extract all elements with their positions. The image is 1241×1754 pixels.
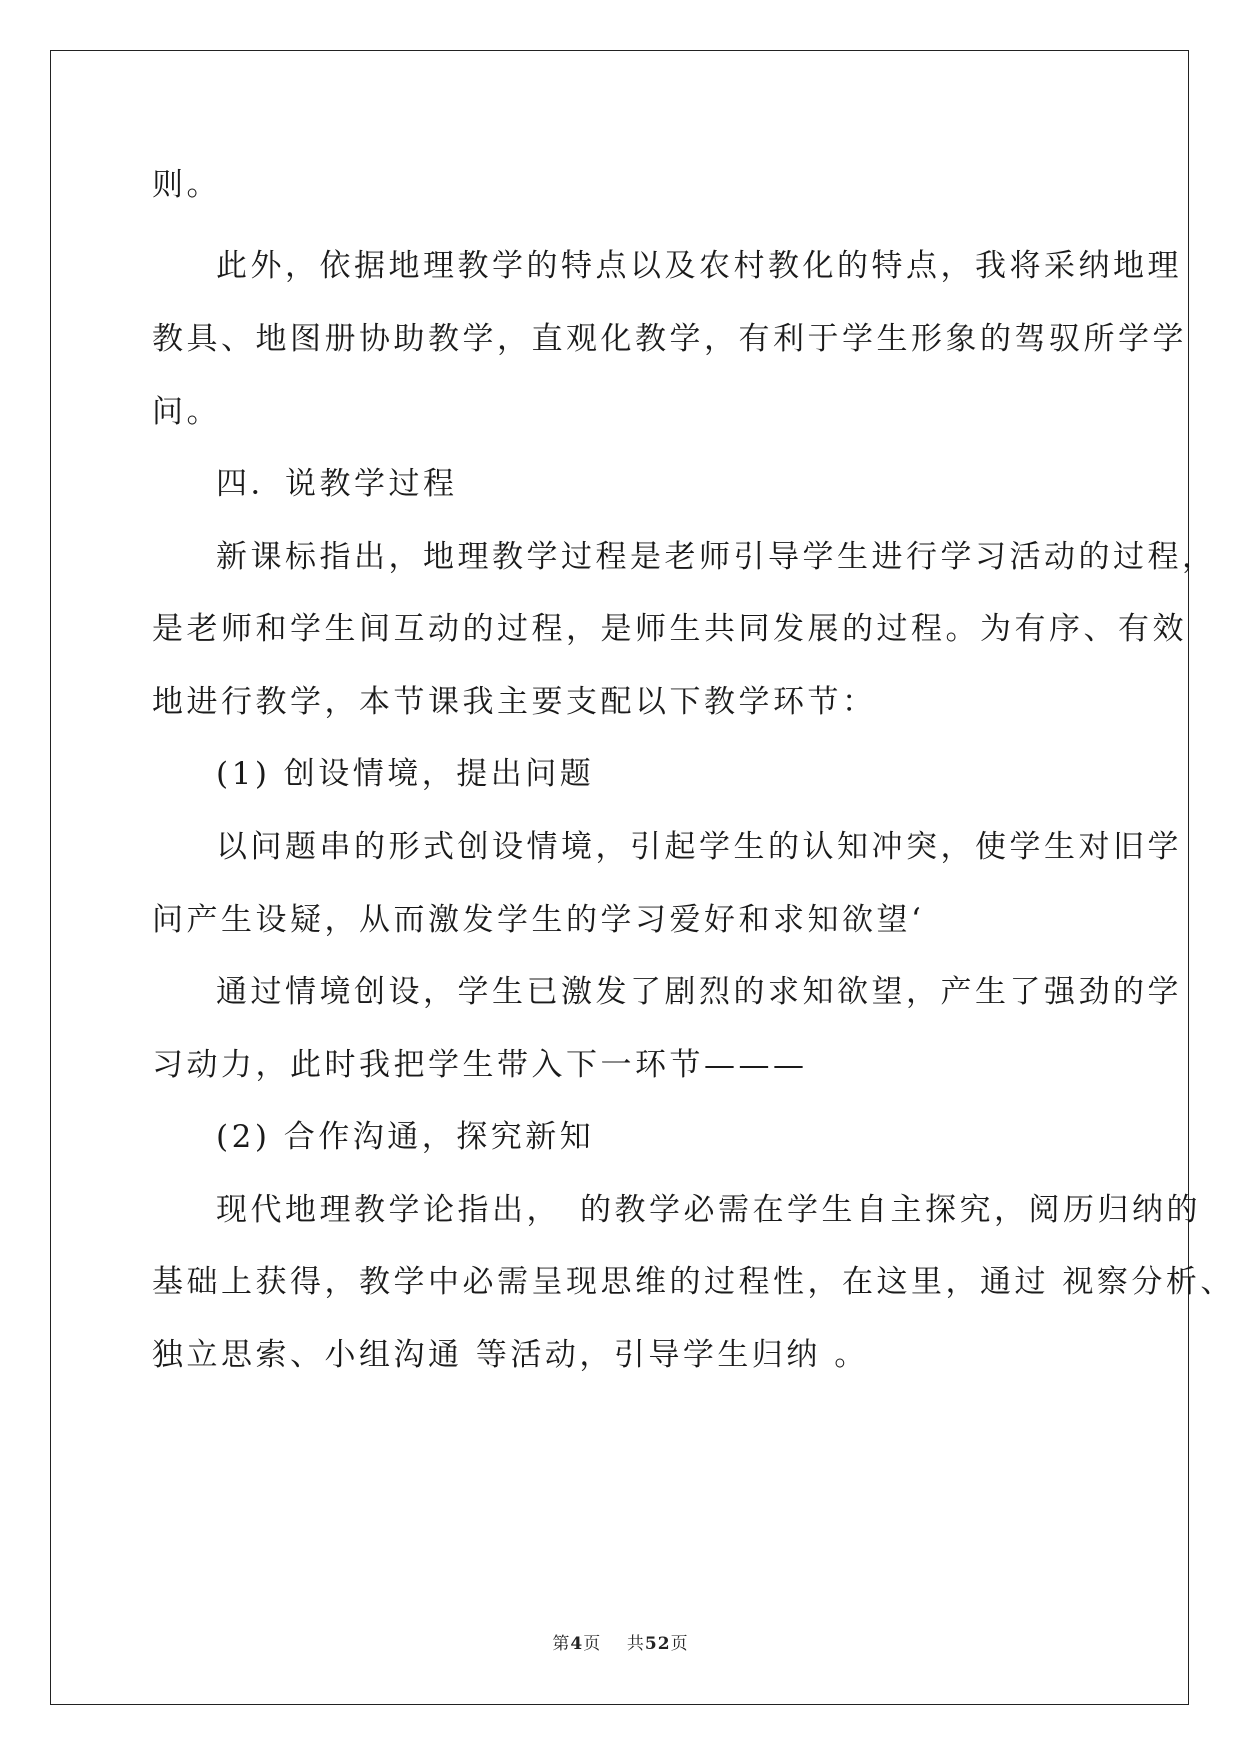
paragraph-line: 现代地理教学论指出， 的教学必需在学生自主探究，阅历归纳的	[216, 1192, 1201, 1228]
subsection-heading: (2) 合作沟通，探究新知	[216, 1119, 595, 1155]
paragraph-line: 则。	[152, 167, 221, 203]
paragraph-line: 此外，依据地理教学的特点以及农村教化的特点，我将采纳地理	[216, 248, 1182, 284]
total-suffix: 页	[670, 1634, 689, 1654]
section-heading: 四．说教学过程	[216, 466, 458, 502]
paragraph-line: 以问题串的形式创设情境，引起学生的认知冲突，使学生对旧学	[216, 829, 1182, 865]
paragraph-line: 通过情境创设，学生已激发了剧烈的求知欲望，产生了强劲的学	[216, 974, 1182, 1010]
page-border	[50, 50, 1189, 1705]
paragraph-line: 地进行教学，本节课我主要支配以下教学环节：	[152, 684, 877, 720]
total-prefix: 共	[626, 1634, 645, 1654]
page-suffix: 页	[583, 1634, 602, 1654]
paragraph-line: 问。	[152, 394, 221, 430]
paragraph-line: 教具、地图册协助教学，直观化教学，有利于学生形象的驾驭所学学	[152, 321, 1187, 357]
subsection-heading: (1) 创设情境，提出问题	[216, 756, 595, 792]
total-pages: 52	[644, 1634, 671, 1654]
page-prefix: 第	[552, 1634, 571, 1654]
paragraph-line: 问产生设疑，从而激发学生的学习爱好和求知欲望‘	[152, 902, 925, 938]
page-footer	[0, 1629, 1241, 1654]
paragraph-line: 习动力，此时我把学生带入下一环节———	[152, 1047, 808, 1083]
paragraph-line: 基础上获得，教学中必需呈现思维的过程性，在这里，通过 视察分析、	[152, 1264, 1235, 1300]
page-number: 4	[570, 1634, 584, 1654]
paragraph-line: 独立思索、小组沟通 等活动，引导学生归纳 。	[152, 1337, 869, 1373]
paragraph-line: 新课标指出，地理教学过程是老师引导学生进行学习活动的过程，	[216, 539, 1217, 575]
paragraph-line: 是老师和学生间互动的过程，是师生共同发展的过程。为有序、有效	[152, 611, 1187, 647]
